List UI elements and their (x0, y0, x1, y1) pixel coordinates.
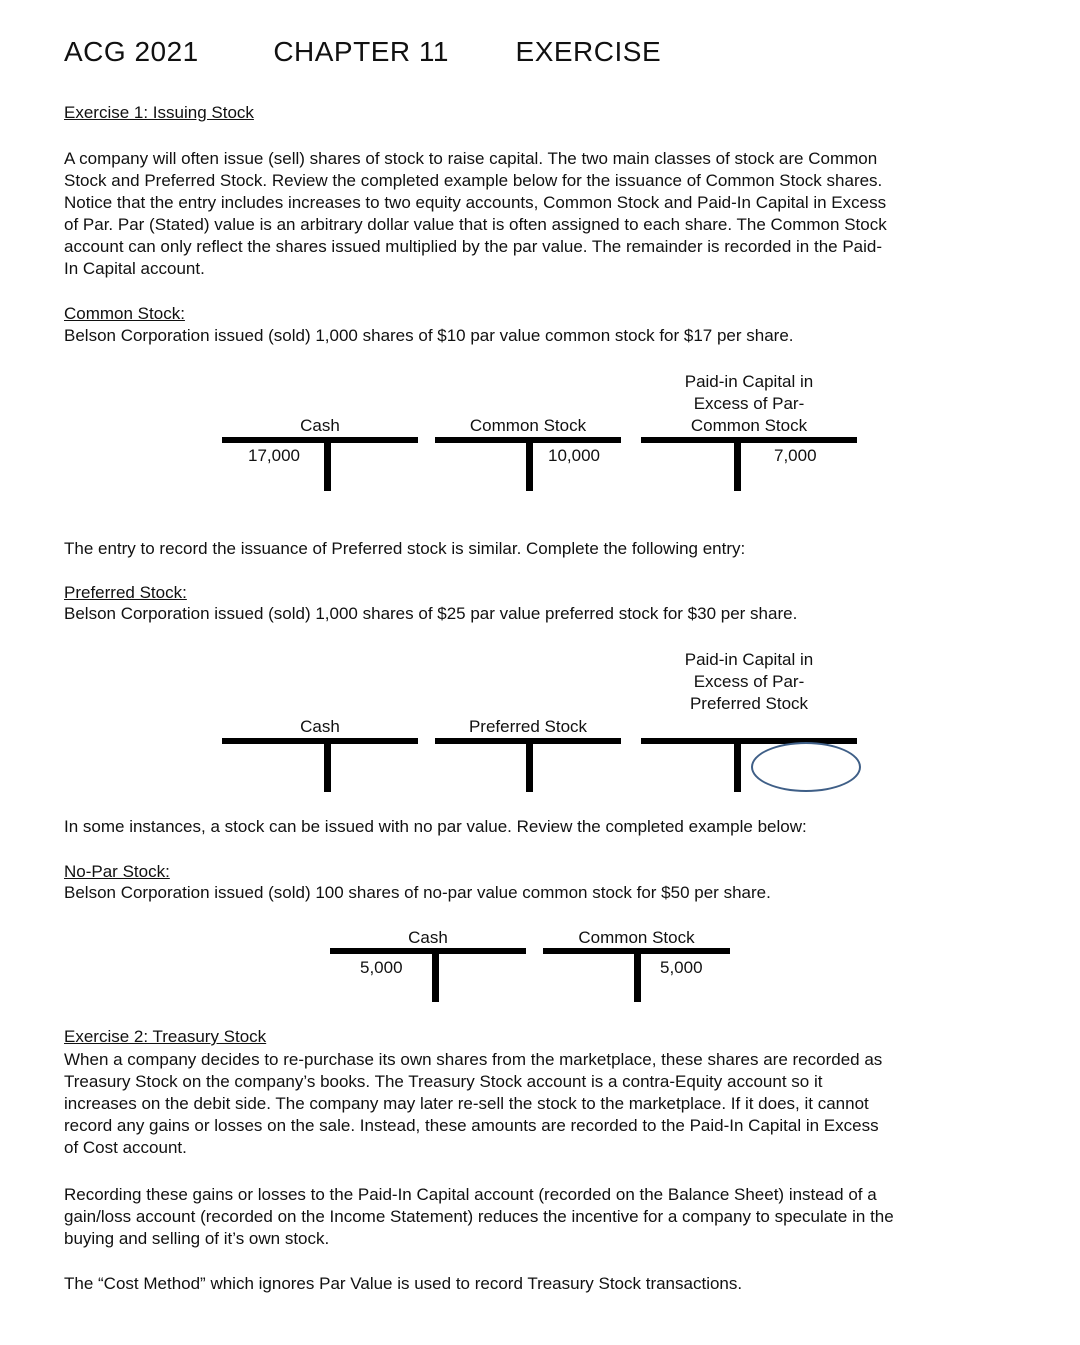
debit-amount: 5,000 (360, 958, 403, 977)
t-account-stem (526, 744, 533, 792)
exercise2-heading: Exercise 2: Treasury Stock (64, 1027, 267, 1046)
intro-line: Stock and Preferred Stock. Review the completed example below for the issuance of Common Stock shares. (64, 171, 883, 190)
intro-line: In Capital account. (64, 259, 205, 278)
exercise2-para3: The “Cost Method” which ignores Par Value is used to record Treasury Stock transactions. (64, 1274, 743, 1293)
exercise2-para2: Recording these gains or losses to the Paid-In Capital account (recorded on the Balance Sheet) instead of a gain/loss account (recorded on the Income Statement) reduces the incentive for a company to speculate in the buying and selling of it’s own stock. (64, 1185, 894, 1248)
page-title (64, 36, 661, 68)
nopar-subheading: No-Par Stock: (64, 862, 170, 881)
nopar-text: Belson Corporation issued (sold) 100 shares of no-par value common stock for $50 per share. (64, 883, 771, 902)
t-account-title-cash: Cash (408, 928, 448, 947)
t-account-stem (324, 744, 331, 792)
credit-amount: 7,000 (774, 446, 817, 465)
t-account-title-preferred-stock: Preferred Stock (468, 717, 588, 736)
intro-line: A company will often issue (sell) shares of stock to raise capital. The two main classes of stock are Common (64, 149, 878, 168)
t-account-title-cash: Cash (300, 416, 340, 435)
nopar-intro: In some instances, a stock can be issued with no par value. Review the completed example below: (64, 817, 807, 836)
t-account-bar (330, 948, 526, 954)
exercise2-para1: When a company decides to re-purchase its own shares from the marketplace, these shares are recorded as Treasury Stock on the company’s books. The Treasury Stock account is a contra-Equity account so it increases on the debit side. The company may later re-sell the stock to the marketplace. If it does, it cannot record any gains or losses on the sale. Instead, these amounts are recorded to the Paid-In Capital in Excess of Cost account. (64, 1050, 883, 1157)
credit-amount: 5,000 (660, 958, 703, 977)
t-account-stem (526, 443, 533, 491)
t-account-stem (734, 443, 741, 491)
t-account-title-cash: Cash (300, 717, 340, 736)
t-account-bar (641, 437, 857, 443)
t-account-bar (222, 437, 418, 443)
t-account-title-common-stock: Common Stock (469, 416, 587, 435)
t-account-bar (222, 738, 418, 744)
t-account-title-paid-in-capital-preferred: Paid-in Capital in Excess of Par- Preferred Stock (684, 650, 814, 713)
common-stock-subheading: Common Stock: (64, 304, 185, 323)
exercise1-intro (64, 148, 887, 280)
t-account-stem (324, 443, 331, 491)
course-code: ACG 2021 (64, 36, 199, 67)
debit-amount: 17,000 (248, 446, 300, 465)
common-stock-text: Belson Corporation issued (sold) 1,000 shares of $10 par value common stock for $17 per share. (64, 326, 794, 345)
intro-line: of Par. Par (Stated) value is an arbitrary dollar value that is often assigned to each share. The Common Stock (64, 215, 887, 234)
t-account-title-paid-in-capital: Paid-in Capital in Excess of Par- Common Stock (684, 372, 814, 435)
intro-line: Notice that the entry includes increases to two equity accounts, Common Stock and Paid-In Capital in Excess (64, 193, 887, 212)
preferred-intro: The entry to record the issuance of Preferred stock is similar. Complete the following entry: (64, 539, 746, 558)
credit-amount: 10,000 (548, 446, 600, 465)
exercise1-heading: Exercise 1: Issuing Stock (64, 103, 254, 122)
preferred-stock-text: Belson Corporation issued (sold) 1,000 shares of $25 par value preferred stock for $30 per share. (64, 604, 798, 623)
answer-highlight-oval (751, 742, 861, 792)
preferred-stock-subheading: Preferred Stock: (64, 583, 187, 602)
intro-line: account can only reflect the shares issued multiplied by the par value. The remainder is recorded in the Paid- (64, 237, 883, 256)
t-account-stem (634, 954, 641, 1002)
t-account-stem (432, 954, 439, 1002)
exercise-label: EXERCISE (515, 36, 662, 67)
t-account-stem (734, 744, 741, 792)
t-account-title-common-stock: Common Stock (578, 928, 695, 947)
chapter-label: CHAPTER 11 (273, 36, 449, 67)
